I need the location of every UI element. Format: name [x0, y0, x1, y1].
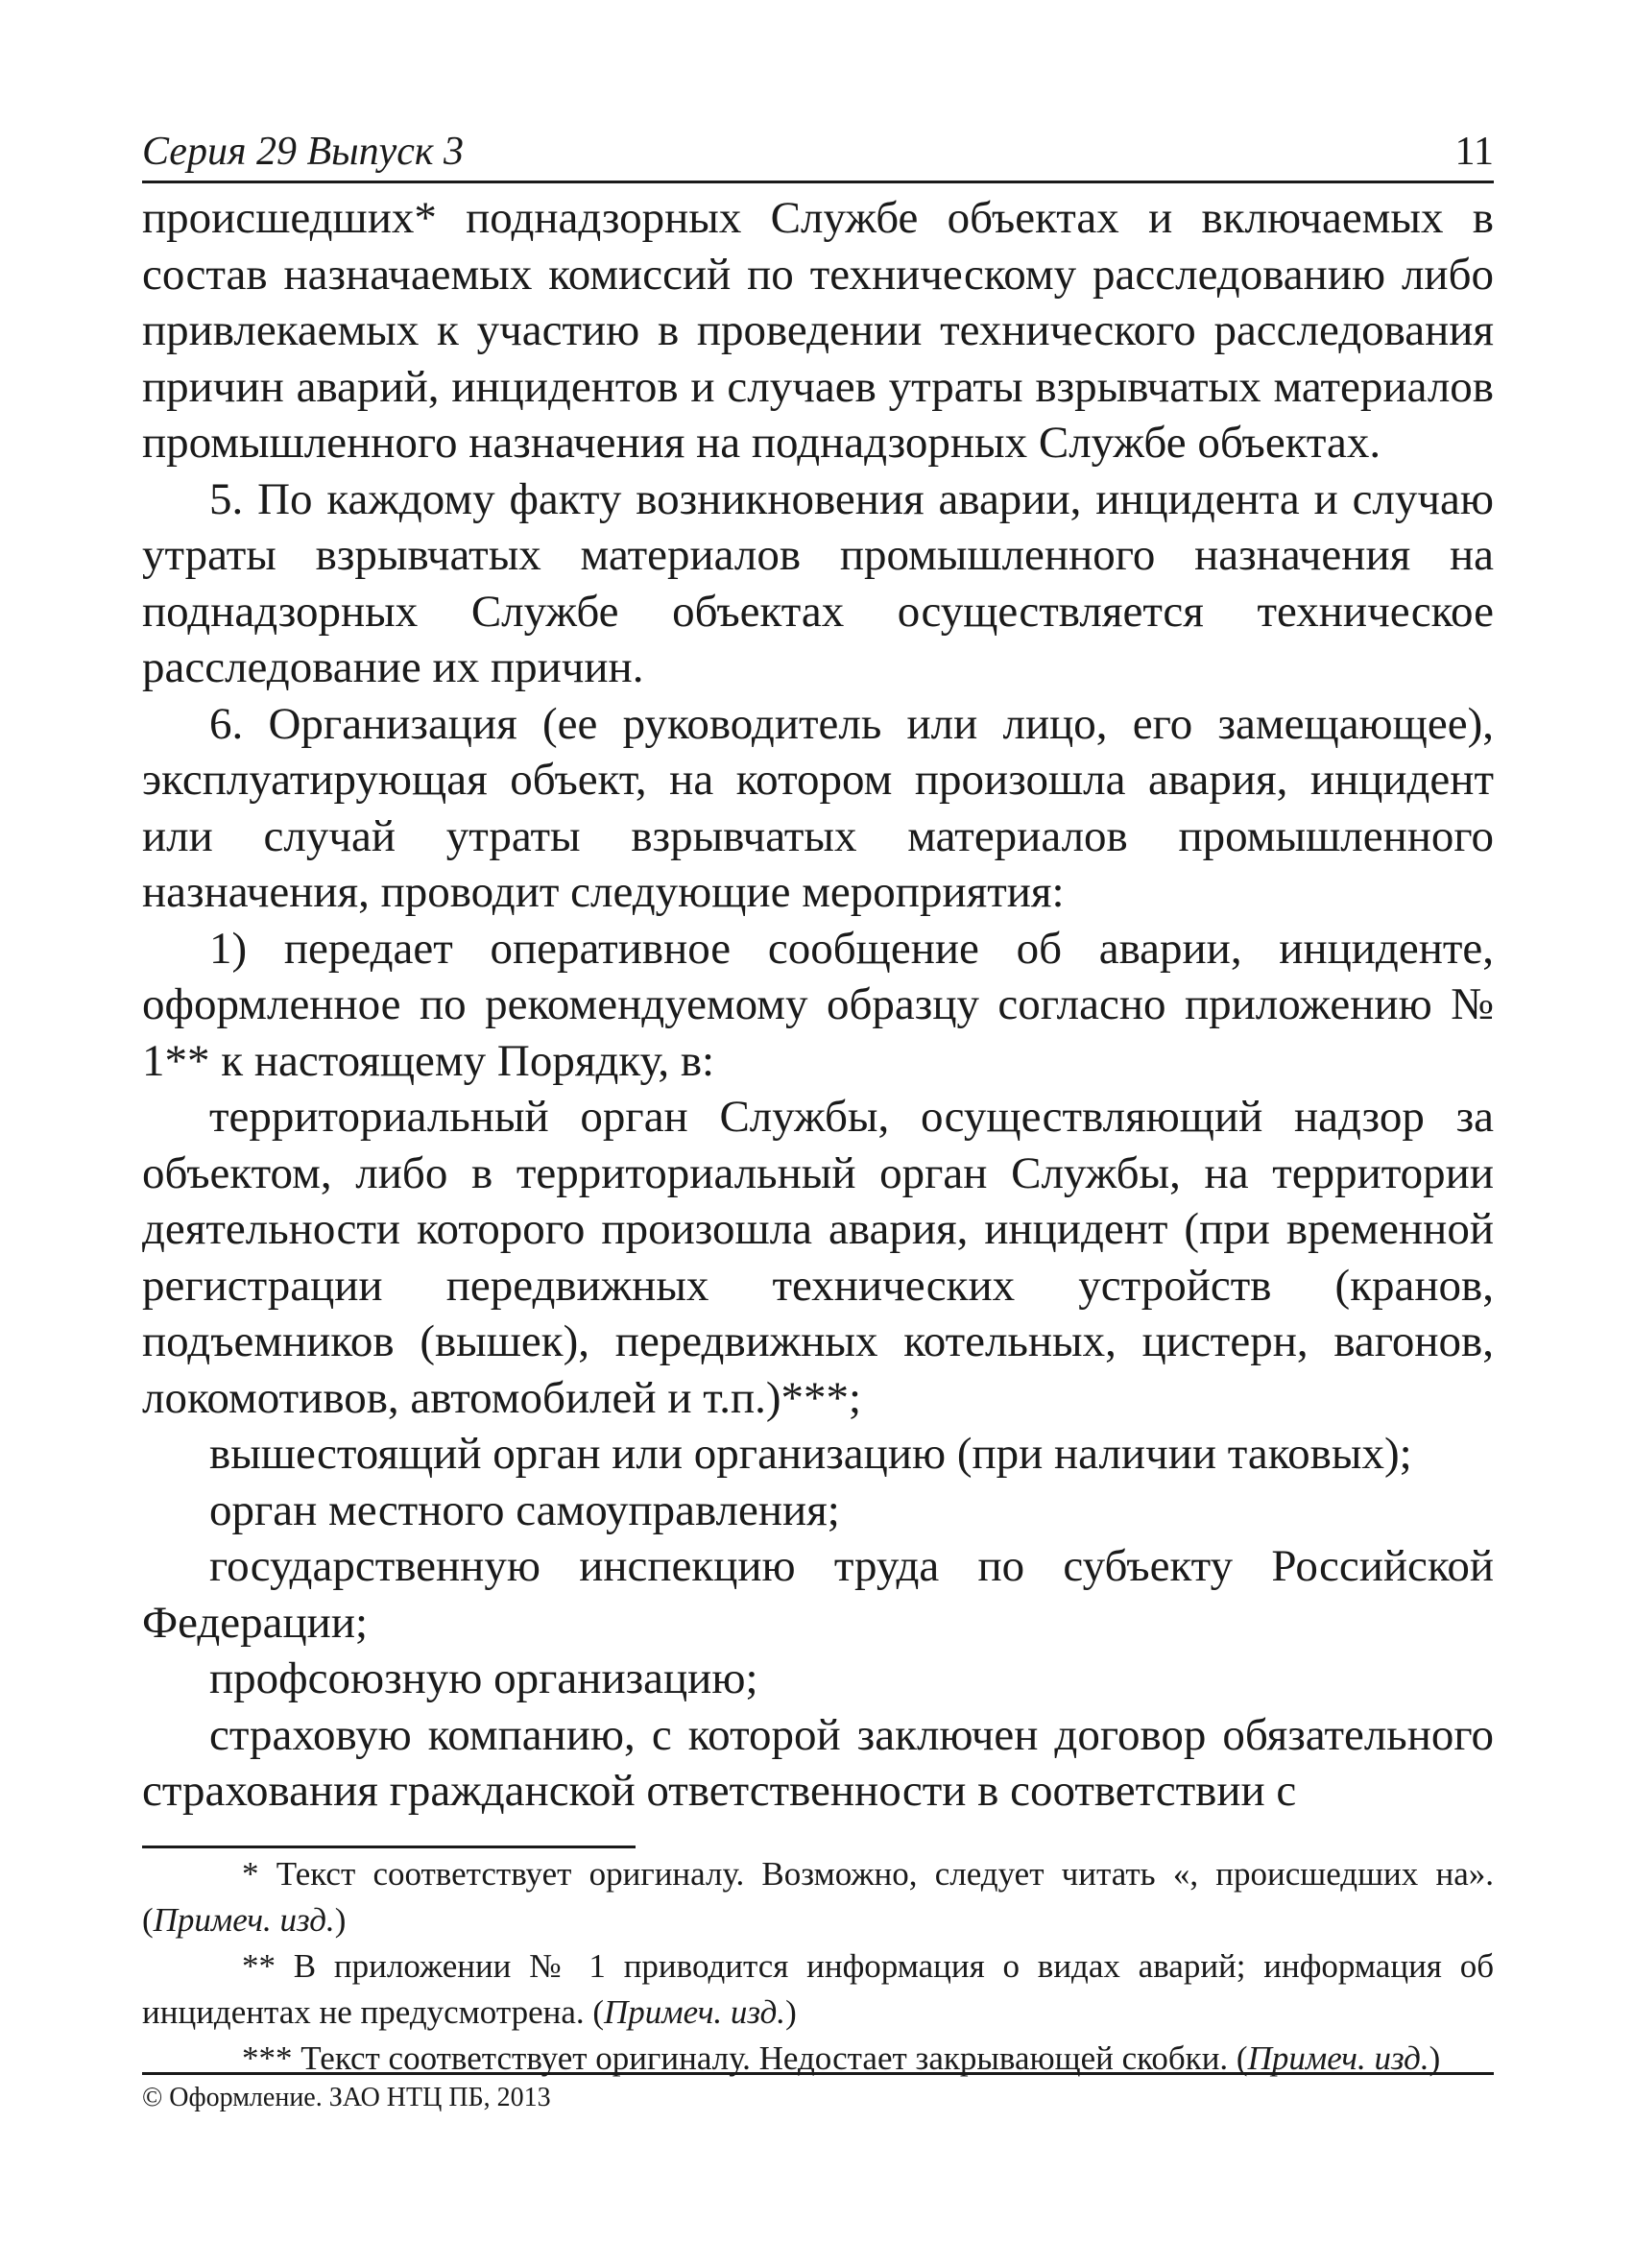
series-title: Серия 29 Выпуск 3: [142, 130, 464, 174]
recipient-trade-union: профсоюзную организацию;: [209, 1653, 758, 1703]
list-item-1: 1) передает оперативное сообщение об аварии, инциденте, оформленное по рекомендуемому образцу согласно приложению № 1** к настоящему Порядку, в:: [142, 923, 1494, 1086]
recipient-higher-body: вышестоящий орган или организацию (при наличии таковых);: [209, 1429, 1412, 1479]
footnotes: [142, 1851, 1494, 2082]
copyright-notice: © Оформление. ЗАО НТЦ ПБ, 2013: [142, 2083, 551, 2112]
document-page: [142, 0, 1494, 2268]
paragraph-5: 5. По каждому факту возникновения аварии, инцидента и случаю утраты взрывчатых материалов промышленного назначения на поднадзорных Службе объектах осуществляется техническое расследование их причин.: [142, 473, 1494, 692]
footnote-separator: [142, 1846, 636, 1848]
footnote-2-close: ): [785, 1993, 797, 2031]
footnote-1-close: ): [334, 1901, 347, 1939]
main-text: [142, 190, 1494, 1820]
footnote-2-text: ** В приложении № 1 приводится информация о видах аварий; информация об инцидентах не предусмотрена. (: [142, 1947, 1494, 2031]
footnote-2: [142, 1943, 1494, 2036]
recipient-territorial-body: территориальный орган Службы, осуществляющий надзор за объектом, либо в территориальный орган Службы, на территории деятельности которого произошла авария, инцидент (при временной регистрации передвижных технических устройств (кранов, подъемников (вышек), передвижных котельных, цистерн, вагонов, локомотивов, автомобилей и т.п.)***;: [142, 1092, 1494, 1423]
paragraph-6: 6. Организация (ее руководитель или лицо, его замещающее), эксплуатирующая объект, на котором произошла авария, инцидент или случай утраты взрывчатых материалов промышленного назначения, проводит следующие мероприятия:: [142, 698, 1494, 917]
paragraph-continued: происшедших* поднадзорных Службе объектах и включаемых в состав назначаемых комиссий по техническому расследованию либо привлекаемых к участию в проведении технического расследования причин аварий, инцидентов и случаев утраты взрывчатых материалов промышленного назначения на поднадзорных Службе объектах.: [142, 193, 1494, 468]
recipient-labour-inspection: государственную инспекцию труда по субъекту Российской Федерации;: [142, 1541, 1494, 1648]
footnote-3-note: Примеч. изд.: [1247, 2039, 1429, 2077]
recipient-insurance-company: страховую компанию, с которой заключен договор обязательного страхования гражданской ответственности в соответствии с: [142, 1709, 1494, 1816]
footnote-1: [142, 1851, 1494, 1943]
page-footer: [142, 2072, 1494, 2113]
footnote-1-note: Примеч. изд.: [153, 1901, 335, 1939]
running-header: [142, 123, 1494, 183]
footnote-1-text: * Текст соответствует оригиналу. Возможно, следует читать «, происшедших на». (: [142, 1855, 1494, 1939]
page-number: 11: [1454, 130, 1494, 174]
footnote-3-close: ): [1429, 2039, 1441, 2077]
footnote-2-note: Примеч. изд.: [604, 1993, 786, 2031]
footnote-3-text: *** Текст соответствует оригиналу. Недостает закрывающей скобки. (: [242, 2039, 1248, 2077]
recipient-local-government: орган местного самоуправления;: [209, 1484, 840, 1535]
